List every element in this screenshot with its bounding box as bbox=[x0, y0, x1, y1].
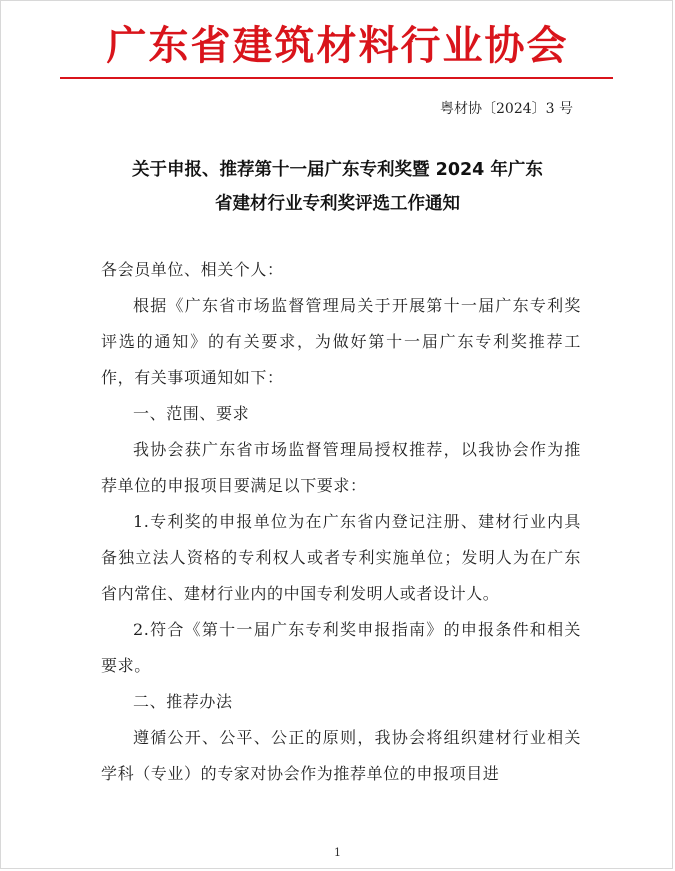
document-body bbox=[101, 252, 581, 792]
document-number: 粤材协〔2024〕3 号 bbox=[440, 101, 573, 117]
paragraph-method: 遵循公开、公平、公正的原则，我协会将组织建材行业相关学科（专业）的专家对协会作为推荐单位的申报项目进 bbox=[101, 728, 581, 783]
paragraph-authorization: 我协会获广东省市场监督管理局授权推荐，以我协会作为推荐单位的申报项目要满足以下要求： bbox=[101, 440, 581, 495]
section-heading-method: 二、推荐办法 bbox=[133, 692, 233, 711]
requirement-item-2: 2.符合《第十一届广东专利奖申报指南》的申报条件和相关要求。 bbox=[101, 620, 581, 675]
title-line-1: 关于申报、推荐第十一届广东专利奖暨 2024 年广东 bbox=[132, 160, 543, 180]
paragraph-intro: 根据《广东省市场监督管理局关于开展第十一届广东专利奖评选的通知》的有关要求，为做好第十一届广东专利奖推荐工作，有关事项通知如下： bbox=[101, 296, 581, 387]
page-number: 1 bbox=[334, 846, 341, 859]
document-title bbox=[0, 153, 675, 221]
salutation: 各会员单位、相关个人： bbox=[101, 260, 284, 279]
section-heading-scope: 一、范围、要求 bbox=[133, 404, 250, 423]
letterhead-red-rule bbox=[60, 77, 613, 79]
letterhead-org-name: 广东省建筑材料行业协会 bbox=[106, 22, 569, 69]
requirement-item-1: 1.专利奖的申报单位为在广东省内登记注册、建材行业内具备独立法人资格的专利权人或者专利实施单位；发明人为在广东省内常住、建材行业内的中国专利发明人或者设计人。 bbox=[101, 512, 581, 603]
title-line-2: 省建材行业专利奖评选工作通知 bbox=[215, 194, 460, 214]
